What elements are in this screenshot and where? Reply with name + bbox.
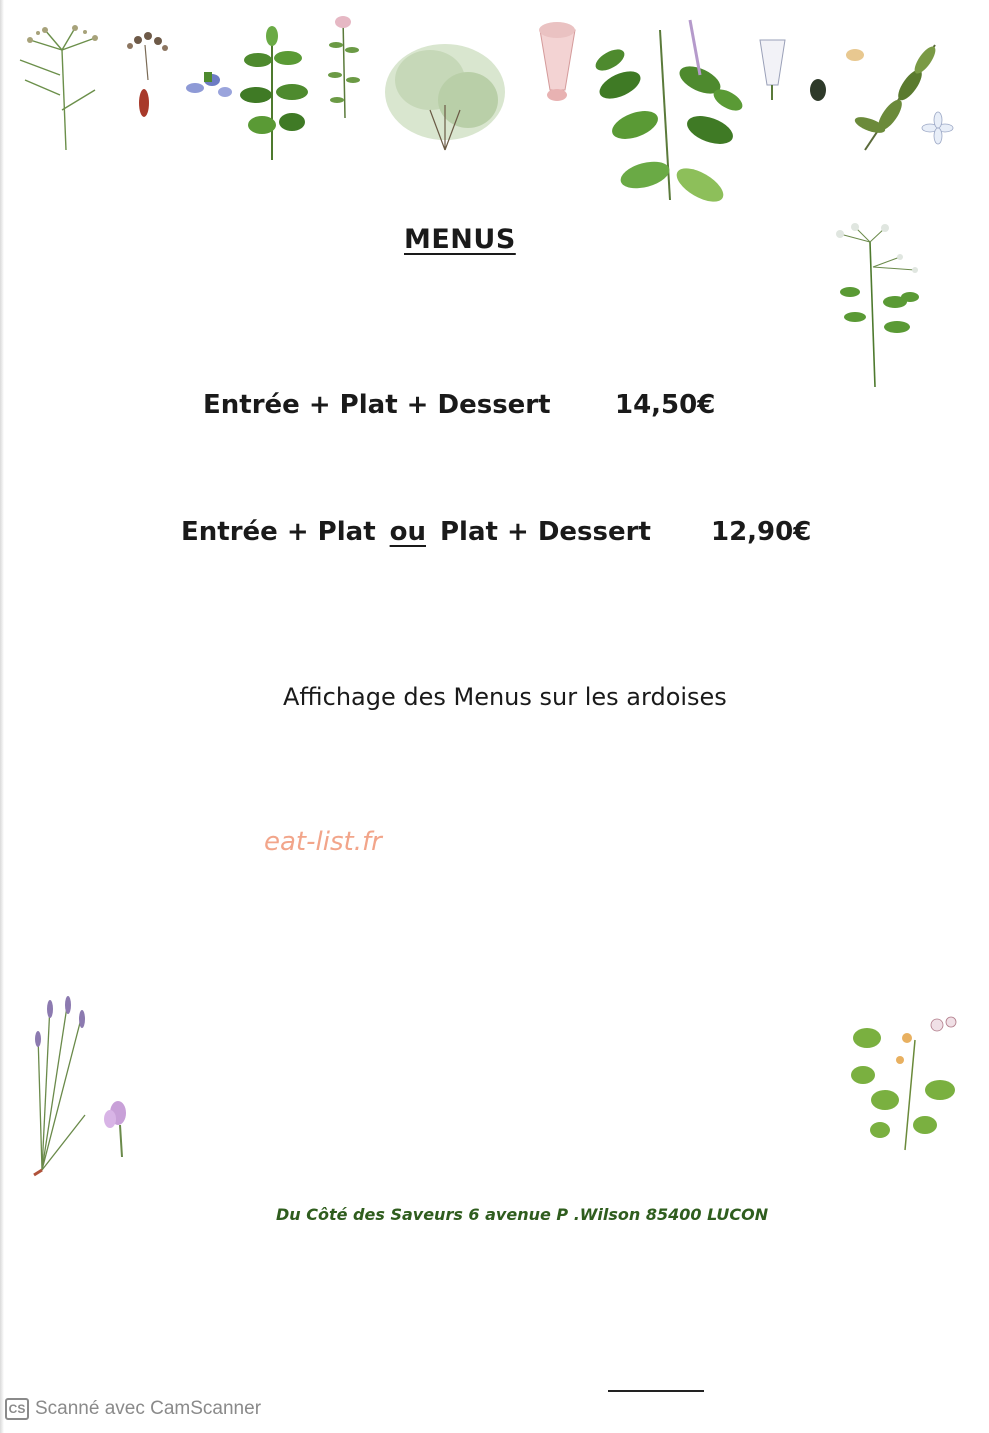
cow-parsley-illustration (815, 222, 930, 392)
footer-rule (608, 1390, 704, 1392)
thyme-spike-illustration (328, 16, 360, 118)
dill-illustration (20, 28, 95, 150)
lavender-illustration (30, 995, 145, 1180)
violet-flower-illustration (186, 72, 232, 97)
menu-item-2-price: 12,90€ (711, 517, 812, 547)
star-flower-illustration (922, 112, 953, 144)
herb-illustrations-top (0, 0, 989, 220)
mint-illustration (592, 20, 746, 208)
menu-item-2-label (181, 517, 651, 547)
menu-item-2-label-end: Plat + Dessert (440, 517, 651, 547)
bay-leaf-illustration (846, 43, 939, 150)
thyme-bush-illustration (385, 44, 505, 150)
olive-illustration (810, 79, 826, 101)
menu-title: MENUS (404, 224, 516, 255)
bell-flower-illustration (539, 22, 575, 101)
watermark: eat-list.fr (264, 827, 382, 857)
white-flower-illustration (760, 40, 785, 100)
menu-item-1-label: Entrée + Plat + Dessert (203, 390, 551, 420)
basil-illustration (240, 26, 308, 160)
scanner-stamp (5, 1398, 261, 1420)
crocus-flower (104, 1101, 126, 1157)
menu-item-2-connector: ou (389, 517, 426, 547)
scanner-label: Scanné avec CamScanner (35, 1398, 262, 1419)
menu-note: Affichage des Menus sur les ardoises (283, 683, 727, 711)
seed-head-illustration (127, 32, 168, 117)
menu-item-1-price: 14,50€ (615, 390, 716, 420)
restaurant-address: Du Côté des Saveurs 6 avenue P .Wilson 85400 LUCON (276, 1205, 769, 1224)
camscanner-logo-icon: CS (5, 1398, 29, 1420)
chervil-illustration (845, 1010, 970, 1155)
menu-item-2-label-start: Entrée + Plat (181, 517, 376, 547)
